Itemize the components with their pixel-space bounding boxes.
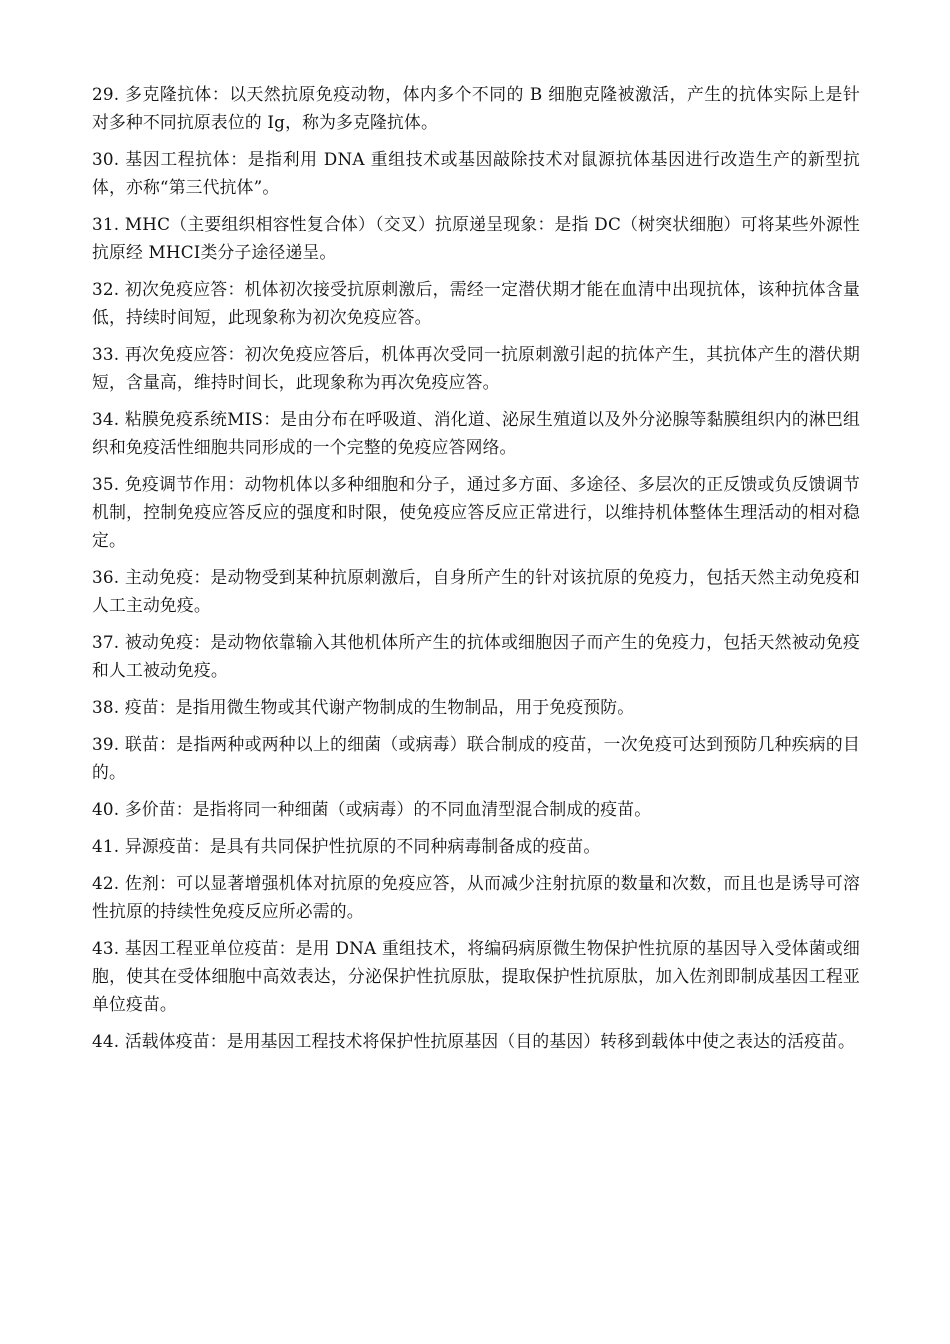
definition-39: 39. 联苗：是指两种或两种以上的细菌（或病毒）联合制成的疫苗，一次免疫可达到预防几种疾病的目的。 bbox=[92, 734, 860, 782]
definition-37: 37. 被动免疫：是动物依靠输入其他机体所产生的抗体或细胞因子而产生的免疫力，包括天然被动免疫和人工被动免疫。 bbox=[92, 632, 860, 680]
definition-43: 43. 基因工程亚单位疫苗：是用 DNA 重组技术，将编码病原微生物保护性抗原的基因导入受体菌或细胞，使其在受体细胞中高效表达，分泌保护性抗原肽，提取保护性抗原肽，加入佐剂即制成基因工程亚单位疫苗。 bbox=[92, 938, 860, 1014]
definition-34: 34. 粘膜免疫系统MIS：是由分布在呼吸道、消化道、泌尿生殖道以及外分泌腺等黏膜组织内的淋巴组织和免疫活性细胞共同形成的一个完整的免疫应答网络。 bbox=[92, 409, 860, 457]
definition-40: 40. 多价苗：是指将同一种细菌（或病毒）的不同血清型混合制成的疫苗。 bbox=[92, 799, 652, 819]
definition-41: 41. 异源疫苗：是具有共同保护性抗原的不同种病毒制备成的疫苗。 bbox=[92, 836, 601, 856]
document-page bbox=[92, 80, 860, 1064]
definition-36: 36. 主动免疫：是动物受到某种抗原刺激后，自身所产生的针对该抗原的免疫力，包括天然主动免疫和人工主动免疫。 bbox=[92, 567, 860, 615]
definition-44: 44. 活载体疫苗：是用基因工程技术将保护性抗原基因（目的基因）转移到载体中使之表达的活疫苗。 bbox=[92, 1031, 856, 1051]
definition-35: 35. 免疫调节作用：动物机体以多种细胞和分子，通过多方面、多途径、多层次的正反馈或负反馈调节机制，控制免疫应答反应的强度和时限，使免疫应答反应正常进行，以维持机体整体生理活动的相对稳定。 bbox=[92, 474, 860, 550]
definition-32: 32. 初次免疫应答：机体初次接受抗原刺激后，需经一定潜伏期才能在血清中出现抗体，该种抗体含量低，持续时间短，此现象称为初次免疫应答。 bbox=[92, 279, 860, 327]
definition-29: 29. 多克隆抗体：以天然抗原免疫动物，体内多个不同的 B 细胞克隆被激活，产生的抗体实际上是针对多种不同抗原表位的 Ig，称为多克隆抗体。 bbox=[92, 84, 860, 132]
definition-38: 38. 疫苗：是指用微生物或其代谢产物制成的生物制品，用于免疫预防。 bbox=[92, 697, 635, 717]
definition-30: 30. 基因工程抗体：是指利用 DNA 重组技术或基因敲除技术对鼠源抗体基因进行改造生产的新型抗体，亦称“第三代抗体”。 bbox=[92, 149, 860, 197]
definition-33: 33. 再次免疫应答：初次免疫应答后，机体再次受同一抗原刺激引起的抗体产生，其抗体产生的潜伏期短，含量高，维持时间长，此现象称为再次免疫应答。 bbox=[92, 344, 860, 392]
definition-42: 42. 佐剂：可以显著增强机体对抗原的免疫应答，从而减少注射抗原的数量和次数，而且也是诱导可溶性抗原的持续性免疫反应所必需的。 bbox=[92, 873, 860, 921]
definition-31: 31. MHC（主要组织相容性复合体）（交叉）抗原递呈现象：是指 DC（树突状细胞）可将某些外源性抗原经 MHCⅠ类分子途径递呈。 bbox=[92, 214, 860, 262]
